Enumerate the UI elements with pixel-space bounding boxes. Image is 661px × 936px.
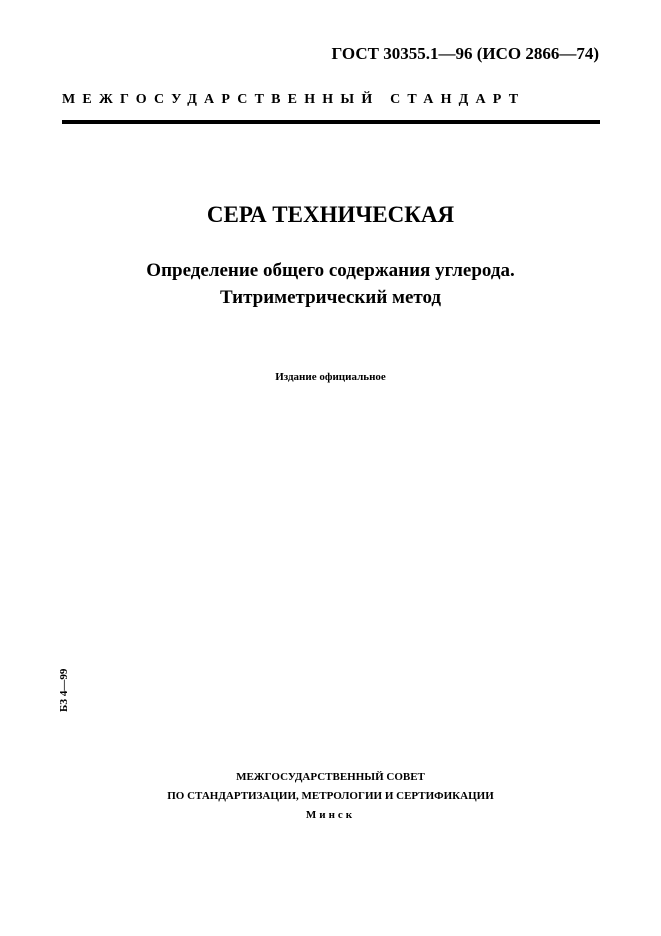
document-subtitle: [0, 257, 661, 311]
publisher-line-1: МЕЖГОСУДАРСТВЕННЫЙ СОВЕТ: [236, 771, 425, 783]
subtitle-line-1: Определение общего содержания углерода.: [146, 260, 515, 281]
publisher-block: [0, 768, 661, 825]
publication-city: Минск: [305, 809, 356, 821]
publisher-line-2: ПО СТАНДАРТИЗАЦИИ, МЕТРОЛОГИИ И СЕРТИФИКАЦИИ: [167, 790, 494, 802]
catalog-code: БЗ 4—99: [58, 668, 70, 712]
document-title: СЕРА ТЕХНИЧЕСКАЯ: [206, 202, 455, 227]
edition-note: Издание официальное: [275, 371, 386, 383]
header-divider: [62, 120, 600, 124]
subtitle-line-2: Титриметрический метод: [219, 287, 442, 308]
standard-number: ГОСТ 30355.1—96 (ИСО 2866—74): [331, 44, 599, 63]
standard-type-header: МЕЖГОСУДАРСТВЕННЫЙ СТАНДАРТ: [62, 92, 526, 107]
